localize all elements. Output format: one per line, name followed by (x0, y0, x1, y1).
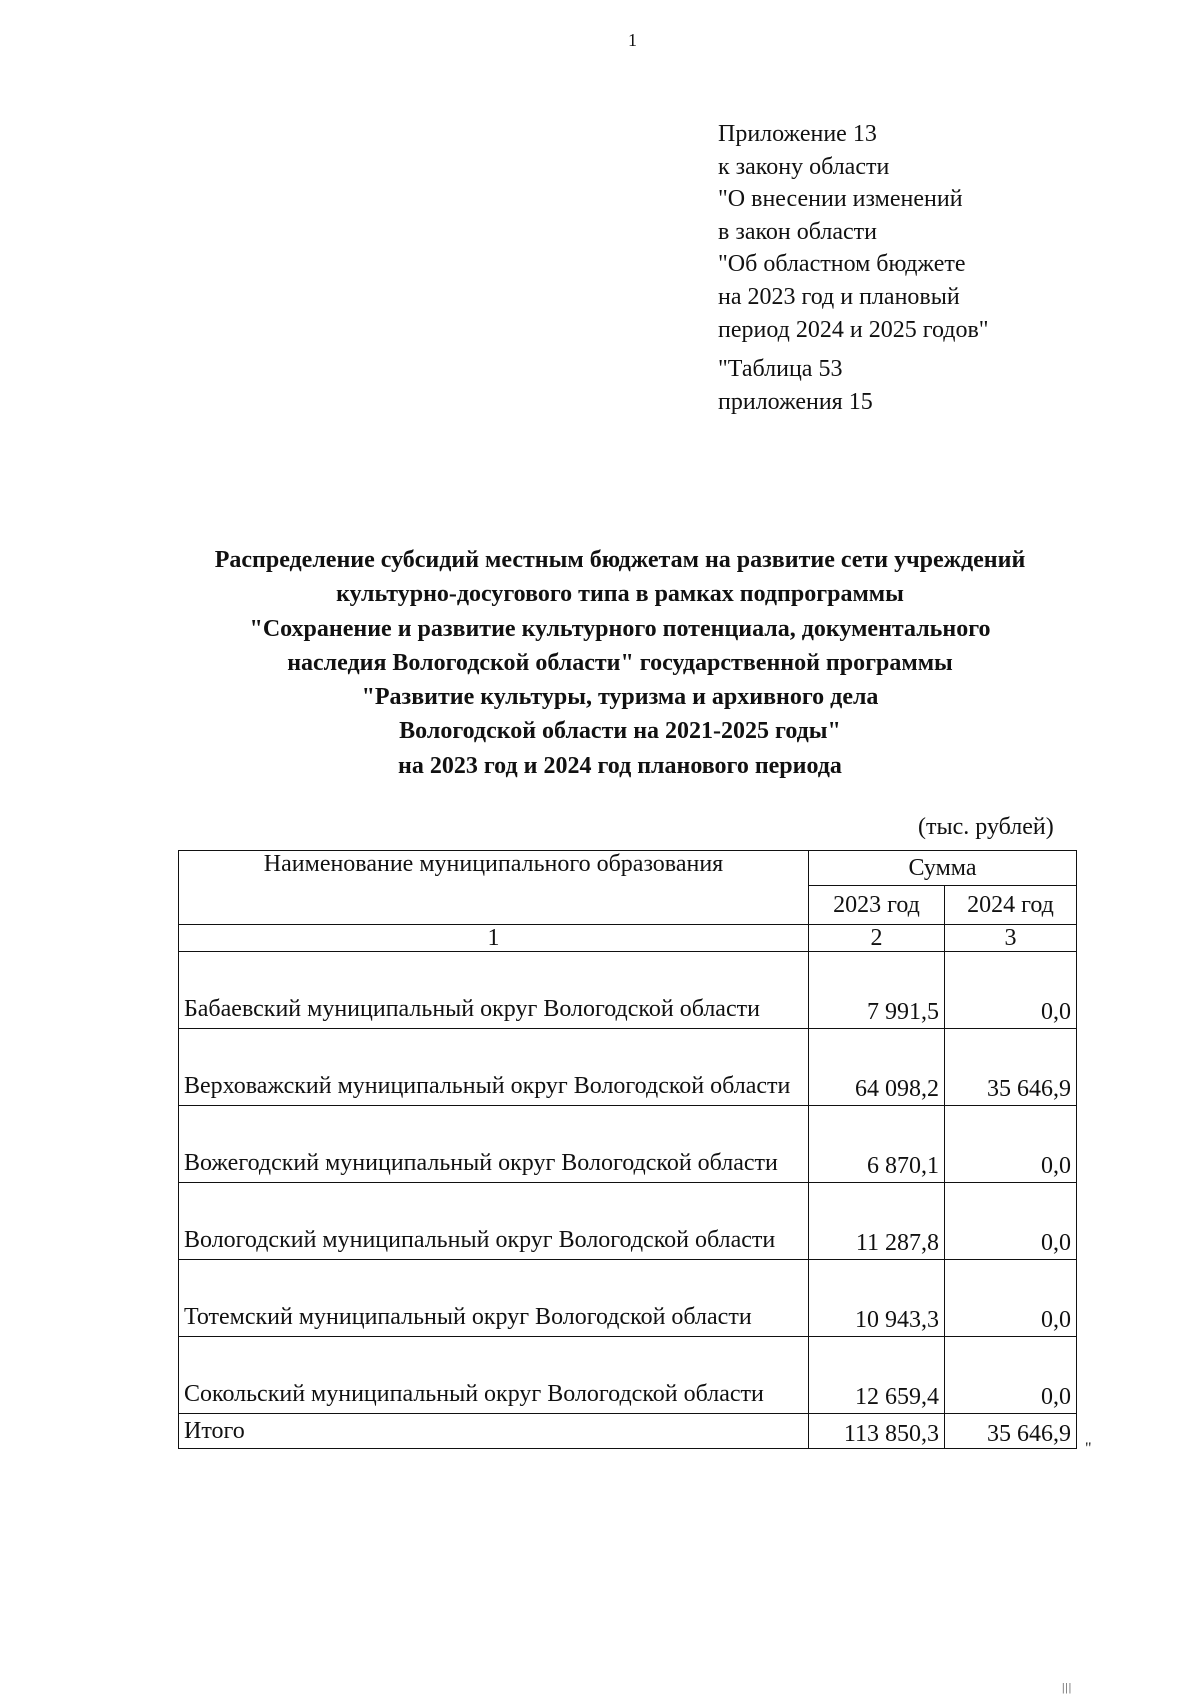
municipality-name: Бабаевский муниципальный округ Вологодской области (179, 952, 809, 1029)
header-sum: Сумма (809, 851, 1077, 886)
title-line: на 2023 год и 2024 год планового периода (398, 752, 842, 779)
units-label: (тыс. рублей) (918, 814, 1054, 840)
table-row (179, 1183, 1077, 1260)
title-line: "Развитие культуры, туризма и архивного дела (361, 684, 879, 711)
amount-2023: 7 991,5 (809, 952, 945, 1029)
title-line: "Сохранение и развитие культурного потенциала, документального (249, 615, 991, 642)
total-2023: 113 850,3 (809, 1414, 945, 1449)
table-row (179, 1106, 1077, 1183)
amount-2024: 0,0 (945, 1260, 1077, 1337)
closing-quote: " (1085, 1440, 1092, 1457)
subsidy-table (178, 850, 1077, 1449)
amount-2023: 64 098,2 (809, 1029, 945, 1106)
municipality-name: Вологодский муниципальный округ Вологодской области (179, 1183, 809, 1260)
appendix-line: к закону области (718, 153, 890, 180)
column-number: 3 (945, 925, 1077, 952)
municipality-name: Сокольский муниципальный округ Вологодской области (179, 1337, 809, 1414)
amount-2023: 6 870,1 (809, 1106, 945, 1183)
table-row (179, 1029, 1077, 1106)
total-row (179, 1414, 1077, 1449)
table-row (179, 1260, 1077, 1337)
document-title (120, 543, 1120, 783)
appendix-line: "О внесении изменений (718, 186, 963, 213)
appendix-header (718, 118, 989, 418)
title-line: наследия Вологодской области" государственной программы (287, 649, 953, 676)
amount-2024: 0,0 (945, 1337, 1077, 1414)
municipality-name: Тотемский муниципальный округ Вологодской области (179, 1260, 809, 1337)
appendix-line: Приложение 13 (718, 121, 877, 147)
amount-2023: 11 287,8 (809, 1183, 945, 1260)
amount-2024: 0,0 (945, 1183, 1077, 1260)
municipality-name: Вожегодский муниципальный округ Вологодской области (179, 1106, 809, 1183)
appendix-line: в закон области (718, 218, 877, 245)
scan-margin-mark: ||| (1062, 1680, 1073, 1694)
amount-2024: 0,0 (945, 1106, 1077, 1183)
amount-2023: 10 943,3 (809, 1260, 945, 1337)
page-number: 1 (628, 30, 637, 50)
appendix-line: период 2024 и 2025 годов" (718, 316, 989, 343)
municipality-name: Верховажский муниципальный округ Вологодской области (179, 1029, 809, 1106)
header-year-2024: 2024 год (945, 886, 1077, 925)
amount-2024: 35 646,9 (945, 1029, 1077, 1106)
header-year-2023: 2023 год (809, 886, 945, 925)
title-line: Вологодской области на 2021-2025 годы" (399, 718, 841, 745)
total-2024: 35 646,9 (945, 1414, 1077, 1449)
total-label: Итого (179, 1414, 809, 1449)
amount-2024: 0,0 (945, 952, 1077, 1029)
table-row (179, 1337, 1077, 1414)
table-reference-line: "Таблица 53 (718, 356, 843, 383)
title-line: Распределение субсидий местным бюджетам на развитие сети учреждений (214, 547, 1026, 573)
column-number: 2 (809, 925, 945, 952)
column-number: 1 (179, 925, 809, 952)
table-row (179, 952, 1077, 1029)
appendix-line: "Об областном бюджете (718, 251, 966, 278)
title-line: культурно-досугового типа в рамках подпрограммы (336, 581, 904, 608)
appendix-line: на 2023 год и плановый (718, 283, 960, 310)
table-reference-line: приложения 15 (718, 388, 873, 415)
header-municipality: Наименование муниципального образования (179, 851, 809, 925)
amount-2023: 12 659,4 (809, 1337, 945, 1414)
